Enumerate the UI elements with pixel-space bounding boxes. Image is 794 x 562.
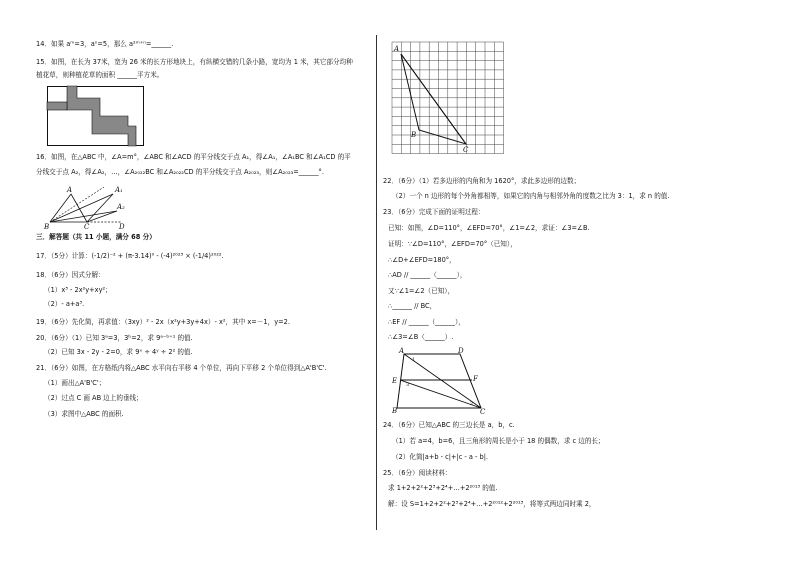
q23-trapezoid-figure xyxy=(392,347,492,415)
question-21-part3: （3）求图中△ABC 的面积. xyxy=(44,410,124,418)
angle-label-3: 3 xyxy=(406,382,410,388)
fig16-label-b: B xyxy=(44,223,50,231)
q16-triangle-figure xyxy=(44,185,144,230)
question-20-part2: （2）已知 3x - 2y - 2=0，求 9ˣ ÷ 4ʸ ÷ 2² 的值. xyxy=(44,348,193,356)
proof-step-3: 又∵∠1=∠2（已知）， xyxy=(388,287,455,295)
question-23-given: 已知：如图，∠D=110°，∠EFD=70°，∠1=∠2，求证：∠3=∠B. xyxy=(388,224,590,232)
question-21-part2: （2）过点 C 画 AB 边上的垂线； xyxy=(44,394,143,402)
angle-label-1: 1 xyxy=(412,357,416,363)
question-15-line1: 15．如图，在长为 37米，宽为 26 米的长方形地块上，有纵横交错的几条小路，宽均为 1 米，其它部分均种 xyxy=(36,58,353,66)
question-22: 22．（6分）（1）若多边形的内角和为 1620°，求此多边形的边数； xyxy=(383,177,581,185)
proof-step-4: ∴______ // BC， xyxy=(388,302,437,310)
trap-label-e: E xyxy=(392,377,398,385)
question-25-line1: 求 1+2+2²+2³+2⁴+…+2²⁰¹³ 的值. xyxy=(388,484,498,492)
q15-path-figure xyxy=(47,86,144,146)
question-24: 24．（6分）已知△ABC 的三边长是 a，b，c. xyxy=(383,421,515,429)
trap-label-a: A xyxy=(399,347,405,355)
question-23-proof: 证明：∵∠D=110°，∠EFD=70°（已知）， xyxy=(388,240,517,248)
proof-step-6: ∴∠3=∠B（______）. xyxy=(388,333,454,341)
grid-label-a: A xyxy=(394,45,400,53)
question-23: 23．（6分）完成下面的证明过程： xyxy=(383,208,485,216)
fig16-label-d: D xyxy=(119,223,125,231)
question-24-part2: （2）化简|a+b - c|+|c - a - b|. xyxy=(392,453,489,461)
column-divider xyxy=(376,35,377,530)
grid-label-b: B xyxy=(411,131,417,139)
question-15-line2: 植花草，则种植花草的面积 ______平方米。 xyxy=(36,71,164,79)
proof-step-5: ∴EF // ______（______）， xyxy=(388,318,465,326)
proof-step-1: ∴∠D+∠EFD=180°， xyxy=(388,256,456,264)
angle-label-2: 2 xyxy=(470,401,474,407)
question-17: 17．（5分）计算：(-1/2)⁻² + (π-3.14)⁰ - (-4)²⁰²³ × (-1/4)²⁰²². xyxy=(36,252,224,260)
question-19: 19．（6分）先化简，再求值：（3xy）² - 2x（x²y+3y+4x）- x²，其中 x=－1，y=2. xyxy=(36,318,290,326)
question-20: 20．（6分）（1）已知 3ᵃ=3，3ᵇ=2，求 9ᵃ⁻ᵇ⁺¹ 的值. xyxy=(36,334,193,342)
question-18-part1: （1）x³ - 2x²y+xy²； xyxy=(44,286,112,294)
question-14: 14．如果 aᵐ=3，aⁿ=5，那么 a²ᵐ⁺ⁿ=______. xyxy=(36,40,174,48)
question-21: 21．（6分）如图，在方格纸内将△ABC 水平向右平移 4 个单位，再向下平移 2 个单位得到△A'B'C'. xyxy=(36,364,327,372)
question-25-line2: 解：设 S=1+2+2²+2³+2⁴+…+2²⁰¹²+2²⁰¹³，将等式两边同时乘 2， xyxy=(388,500,596,508)
question-18: 18．（6分）因式分解： xyxy=(36,271,105,279)
trap-label-c: C xyxy=(480,408,486,416)
question-16-line1: 16．如图，在△ABC 中，∠A=m°，∠ABC 和∠ACD 的平分线交于点 A₁，得∠A₁，∠A₁BC 和∠A₁CD 的平 xyxy=(36,153,351,161)
question-22-part2: （2）一个 n 边形的每个外角都相等，如果它的内角与相邻外角的度数之比为 3：1，求 n 的值. xyxy=(392,192,670,200)
proof-step-2: ∴AD // ______（______）， xyxy=(388,271,467,279)
question-21-part1: （1）画出△A'B'C'； xyxy=(44,379,106,387)
q21-grid-figure xyxy=(392,42,504,154)
question-25: 25．（6分）阅读材料： xyxy=(383,469,452,477)
section-3-heading: 三．解答题（共 11 小题，满分 68 分） xyxy=(36,233,156,241)
question-16-line2: 分线交于点 A₂，得∠A₂，…，∠A₂₀₂₂BC 和∠A₂₀₂₂CD 的平分线交于点 A₂₀₂₃，则∠A₂₀₂₃=______°. xyxy=(36,168,324,176)
question-18-part2: （2）- a+a³. xyxy=(44,300,85,308)
question-24-part1: （1）若 a=4，b=6，且三角形的周长是小于 18 的偶数，求 c 边的长； xyxy=(392,437,605,445)
fig16-label-a1: A₁ xyxy=(115,186,123,194)
fig16-label-a: A xyxy=(67,186,73,194)
fig16-label-a2: A₂ xyxy=(117,203,125,211)
trap-label-b: B xyxy=(392,407,398,415)
trap-label-f: F xyxy=(473,375,478,383)
trap-label-d: D xyxy=(458,347,464,355)
grid-label-c: C xyxy=(463,146,469,154)
fig16-label-c: C xyxy=(84,223,90,231)
